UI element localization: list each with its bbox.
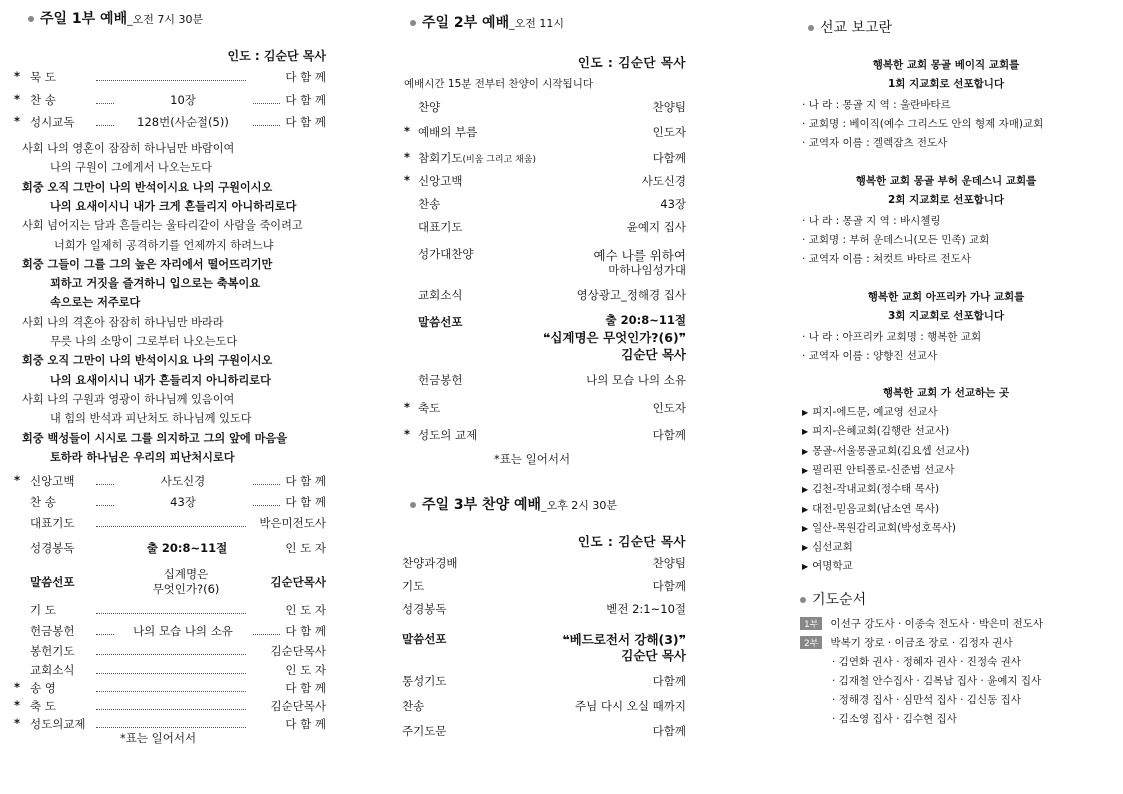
order-label [418, 124, 477, 140]
service1-leader: 인도 : 김순단 목사 [227, 49, 326, 63]
order-label [402, 555, 458, 571]
mission-heading: 1회 지교회로 선포합니다 [887, 78, 1005, 90]
mission-place-text: 몽골-서울몽골교회(김요셉 선교사) [812, 444, 970, 457]
order-right: 43장 [660, 197, 686, 211]
order-right: 윤예지 집사 [626, 220, 686, 234]
responsive-line: 나의 구원이 그에게서 나오는도다 [50, 161, 212, 175]
service1-title: 주일 1부 예배_오전 7시 30분 [28, 8, 203, 28]
order-right: 김순단목사 [266, 643, 326, 659]
order-right: 사도신경 [641, 174, 686, 188]
service2-choir: 성가대찬양 예수 나를 위하여 마하나임성가대 [418, 247, 686, 277]
mission-place-text: 김천-작내교회(정수태 목사) [812, 483, 940, 496]
star-mark: * [14, 114, 21, 128]
triangle-icon: ▶ [802, 446, 809, 456]
star-mark: * [14, 69, 21, 83]
order-right: 다 함 께 [281, 716, 326, 732]
order-label [418, 173, 462, 189]
bullet-icon [808, 25, 814, 31]
bullet-icon [410, 502, 416, 508]
star-mark: * [404, 124, 411, 138]
order-right: 다함께 [652, 579, 686, 593]
triangle-icon: ▶ [802, 504, 809, 514]
prayer-row [800, 635, 1013, 650]
star-mark: * [404, 400, 411, 414]
responsive-line: 나의 요새이시니 내가 크게 흔들리지 아니하리로다 [50, 199, 297, 213]
order-label-text: 통성기도 [402, 674, 447, 688]
order-label: 봉헌기도 [30, 644, 75, 658]
service1-note: *표는 일어서서 [120, 731, 197, 745]
order-label [402, 723, 446, 739]
responsive-line: 꾀하고 거짓을 즐겨하니 입으로는 축복이요 [50, 277, 261, 291]
mission-place [802, 423, 949, 438]
responsive-line: 회중 그들이 그를 그의 높은 자리에서 떨어뜨리기만 [22, 257, 273, 271]
responsive-line: 회중 백성들이 시시로 그를 의지하고 그의 앞에 마음을 [22, 431, 288, 445]
mission-line-text: 교역자 이름 : 양향진 선교사 [808, 350, 938, 362]
mission-line [802, 135, 947, 150]
order-label [418, 372, 462, 388]
order-right: 찬양팀 [652, 556, 686, 570]
mission-place-text: 여명학교 [812, 560, 853, 573]
order-label-text: 찬양과경배 [402, 556, 458, 570]
order-label [402, 601, 446, 617]
service3-leader: 인도 : 김순단 목사 [577, 534, 686, 549]
prayer-names: · 김소영 집사 · 김수현 집사 [832, 713, 957, 725]
mission-heading: 행복한 교회 몽골 베이직 교회를 [872, 59, 1020, 71]
star-mark: * [404, 427, 411, 441]
responsive-line: 사회 나의 격혼아 잠잠히 하나님만 바라라 [22, 315, 224, 329]
service2-note: *표는 일어서서 [494, 452, 571, 466]
dotted-leader [96, 727, 246, 728]
order-label: 찬 송 [30, 495, 56, 509]
mission-line [802, 251, 971, 266]
order-label-text: 기도 [402, 579, 425, 593]
bullet-dot-icon: · [802, 331, 809, 343]
order-label-text: 대표기도 [418, 220, 463, 234]
order-label-text: 주기도문 [402, 724, 447, 738]
prayer-row [832, 711, 957, 726]
order-middle: 43장 [114, 494, 252, 510]
service2-leader: 인도 : 김순단 목사 [577, 55, 686, 70]
order-label [402, 673, 446, 689]
order-right: 인도자 [652, 125, 686, 139]
order-middle: 사도신경 [114, 473, 252, 489]
mission-line [802, 213, 941, 228]
mission-place [802, 443, 969, 458]
order-label-text: 찬양 [418, 100, 441, 114]
mission-place-text: 피지-은혜교회(김행란 선교사) [812, 425, 950, 438]
responsive-line: 속으로는 저주로다 [50, 296, 141, 310]
order-middle: 나의 모습 나의 소유 [114, 623, 252, 639]
dotted-leader [96, 654, 246, 655]
mission-place-text: 필리핀 안티폴로-신준범 선교사 [812, 463, 955, 476]
order-label [418, 427, 477, 443]
order-right: 인 도 자 [281, 602, 326, 618]
order-right: 다 함 께 [281, 623, 326, 639]
prayer-row [832, 692, 1021, 707]
mission-line [802, 348, 937, 363]
mission-place [802, 501, 939, 516]
order-label: 헌금봉헌 [30, 624, 75, 638]
mission-place-text: 심선교회 [812, 541, 853, 554]
mission-line-text: 나 라 : 몽골 지 역 : 바시첼링 [808, 215, 941, 227]
order-right: 다 함 께 [281, 680, 326, 696]
order-right: 다 함 께 [281, 114, 326, 130]
order-label [402, 578, 424, 594]
triangle-icon: ▶ [802, 562, 809, 572]
order-label-text: 찬송 [402, 699, 425, 713]
star-mark: * [14, 716, 21, 730]
order-label-text: 예배의 부름 [418, 125, 478, 139]
mission-place [802, 520, 956, 535]
order-label: 묵 도 [30, 70, 56, 84]
order-label-text: 축도 [418, 401, 441, 415]
prayer-names: · 정해경 집사 · 심만석 집사 · 김신동 집사 [832, 694, 1021, 706]
order-label [418, 196, 440, 212]
triangle-icon: ▶ [802, 408, 809, 417]
order-right: 찬양팀 [652, 100, 686, 114]
order-label: 성시교독 [30, 115, 75, 129]
order-right: 박은미전도사 [255, 515, 326, 531]
triangle-icon: ▶ [802, 485, 809, 495]
bullet-dot-icon: · [802, 350, 809, 362]
bullet-dot-icon: · [802, 234, 809, 246]
responsive-line: 사회 넘어지는 담과 흔들리는 울타리같이 사람을 죽이려고 [22, 219, 303, 233]
mission-heading: 3회 지교회로 선포합니다 [887, 310, 1005, 322]
service2-title: 주일 2부 예배_오전 11시 [410, 12, 564, 32]
order-right: 다 함 께 [281, 473, 326, 489]
bullet-dot-icon: · [802, 118, 809, 130]
order-middle: 10장 [114, 92, 252, 108]
mission-line-text: 교역자 이름 : 쳐컷트 바타르 전도사 [808, 253, 971, 265]
bullet-dot-icon: · [802, 215, 809, 227]
bullet-icon [28, 16, 34, 22]
mission-heading: 2회 지교회로 선포합니다 [887, 194, 1005, 206]
service3-sermon: 말씀선포 ❝베드로전서 강해(3)❞ 김순단 목사 [402, 632, 686, 663]
responsive-line: 사회 나의 구원과 영광이 하나님께 있음이여 [22, 392, 235, 406]
dotted-leader [96, 613, 246, 614]
bullet-icon [800, 597, 806, 603]
star-mark: * [14, 680, 21, 694]
order-right: 다함께 [652, 151, 686, 165]
responsive-line: 사회 나의 영혼이 잠잠히 하나님만 바람이여 [22, 142, 235, 155]
order-label [418, 400, 440, 416]
mission-line-text: 나 라 : 아프리카 교회명 : 행복한 교회 [808, 331, 982, 343]
prayer-names: · 김연화 권사 · 정혜자 권사 · 진정숙 권사 [832, 656, 1021, 668]
responsive-line: 회중 오직 그만이 나의 반석이시요 나의 구원이시오 [22, 180, 273, 194]
star-mark: * [14, 473, 21, 487]
order-right: 다함께 [652, 724, 686, 738]
service-badge: 2부 [800, 636, 822, 649]
order-label: 기 도 [30, 603, 56, 617]
service1-sermon: 말씀선포 십계명은 무엇인가?(6) 김순단목사 [30, 567, 326, 596]
order-label [418, 150, 536, 166]
order-label: 교회소식 [30, 663, 75, 677]
order-label: 축 도 [30, 699, 56, 713]
order-right: 나의 모습 나의 소유 [586, 373, 686, 387]
order-right: 주님 다시 오실 때까지 [575, 699, 686, 713]
order-right: 다 함 께 [281, 69, 326, 85]
service-badge: 1부 [800, 617, 822, 630]
prayer-row [832, 673, 1041, 688]
order-label-text: 성경봉독 [402, 602, 447, 616]
order-right: 인 도 자 [281, 662, 326, 678]
dotted-leader [96, 526, 246, 527]
order-label-note: (비움 그리고 채움) [462, 155, 537, 165]
mission-places-heading: 행복한 교회 가 선교하는 곳 [882, 387, 1010, 399]
mission-line [802, 97, 951, 112]
order-right: 인도자 [652, 401, 686, 415]
mission-place [802, 462, 954, 477]
order-label: 대표기도 [30, 516, 75, 530]
prayer-row [800, 616, 1043, 631]
triangle-icon: ▶ [802, 427, 809, 437]
mission-place-text: 대전-믿음교회(남소연 목사) [812, 502, 940, 515]
dotted-leader [96, 80, 246, 81]
order-label [418, 99, 440, 115]
order-right: 다함께 [652, 674, 686, 688]
mission-line-text: 나 라 : 몽골 지 역 : 울란바타르 [808, 99, 951, 111]
bullet-dot-icon: · [802, 137, 809, 149]
mission-line-text: 교역자 이름 : 겔렉잠츠 전도사 [808, 137, 948, 149]
triangle-icon: ▶ [802, 543, 809, 553]
dotted-leader [96, 709, 246, 710]
order-right: 다 함 께 [281, 92, 326, 108]
star-mark: * [404, 150, 411, 164]
order-label-text: 찬송 [418, 197, 441, 211]
order-label: 신앙고백 [30, 474, 75, 488]
prayer-names: · 김재철 안수집사 · 김복남 집사 · 윤예지 집사 [832, 675, 1042, 687]
mission-place-text: 일산-목원감리교회(박성호목사) [812, 521, 956, 534]
responsive-line: 너희가 일제히 공격하기를 언제까지 하려느냐 [54, 238, 274, 252]
order-label [418, 219, 462, 235]
prayer-names: 박복기 장로 · 이금조 장로 · 김정자 권사 [830, 637, 1013, 649]
mission-line [802, 232, 989, 247]
mission-place [802, 481, 939, 496]
dotted-leader [96, 691, 246, 692]
mission-title: 선교 보고란 [808, 17, 892, 37]
order-right: 다 함 께 [281, 494, 326, 510]
bullet-icon [410, 20, 416, 26]
order-right: 다함께 [652, 428, 686, 442]
dotted-leader [96, 673, 246, 674]
triangle-icon: ▶ [802, 465, 809, 475]
prayer-title: 기도순서 [800, 589, 866, 609]
order-label-text: 성도의 교제 [418, 428, 478, 442]
mission-line [802, 329, 981, 344]
responsive-line: 무릇 나의 소망이 그로부터 나오는도다 [50, 335, 238, 348]
mission-place [802, 539, 853, 554]
mission-heading: 행복한 교회 몽골 부허 운데스니 교회를 [855, 175, 1037, 187]
triangle-icon: ▶ [802, 523, 809, 533]
mission-line-text: 교회명 : 베이직(예수 그리스도 안의 형제 자매)교회 [808, 118, 1044, 130]
service2-sermon: 말씀선포 출 20:8~11절 ❝십계명은 무엇인가?(6)❞ 김순단 목사 [418, 313, 686, 362]
bullet-dot-icon: · [802, 99, 809, 111]
order-label [402, 698, 424, 714]
order-label-text: 참회기도 [418, 151, 463, 165]
responsive-line: 토하라 하나님은 우리의 피난처시로다 [50, 450, 235, 464]
service2-pre-note: 예배시간 15분 전부터 찬양이 시작됩니다 [404, 78, 593, 90]
bullet-dot-icon: · [802, 253, 809, 265]
order-label-text: 헌금봉헌 [418, 373, 463, 387]
order-right: 벧전 2:1~10절 [606, 602, 686, 616]
order-label: 성도의교제 [30, 717, 86, 731]
mission-heading: 행복한 교회 아프리카 가나 교회를 [867, 291, 1025, 303]
mission-line [802, 116, 1043, 131]
responsive-line: 회중 오직 그만이 나의 반석이시요 나의 구원이시오 [22, 354, 273, 368]
mission-line-text: 교회명 : 부허 운데스니(모든 민족) 교회 [808, 234, 990, 246]
order-label-text: 신앙고백 [418, 174, 463, 188]
mission-place [802, 558, 853, 573]
responsive-line: 내 힘의 반석과 피난처도 하나님께 있도다 [50, 412, 252, 426]
responsive-line: 나의 요새이시니 내가 흔들리지 아니하리로다 [50, 373, 271, 387]
order-middle: 128번(사순절(5)) [114, 114, 252, 130]
star-mark: * [404, 173, 411, 187]
mission-place-text: 피지-에드문, 예교영 선교사 [812, 406, 938, 418]
prayer-row [832, 654, 1021, 669]
order-label: 송 영 [30, 681, 56, 695]
star-mark: * [14, 92, 21, 106]
service3-title: 주일 3부 찬양 예배_오후 2시 30분 [410, 494, 617, 514]
mission-place [802, 404, 938, 419]
prayer-names: 이선구 강도사 · 이종숙 전도사 · 박은미 전도사 [830, 618, 1044, 630]
order-label: 찬 송 [30, 93, 56, 107]
star-mark: * [14, 698, 21, 712]
order-right: 김순단목사 [266, 698, 326, 714]
